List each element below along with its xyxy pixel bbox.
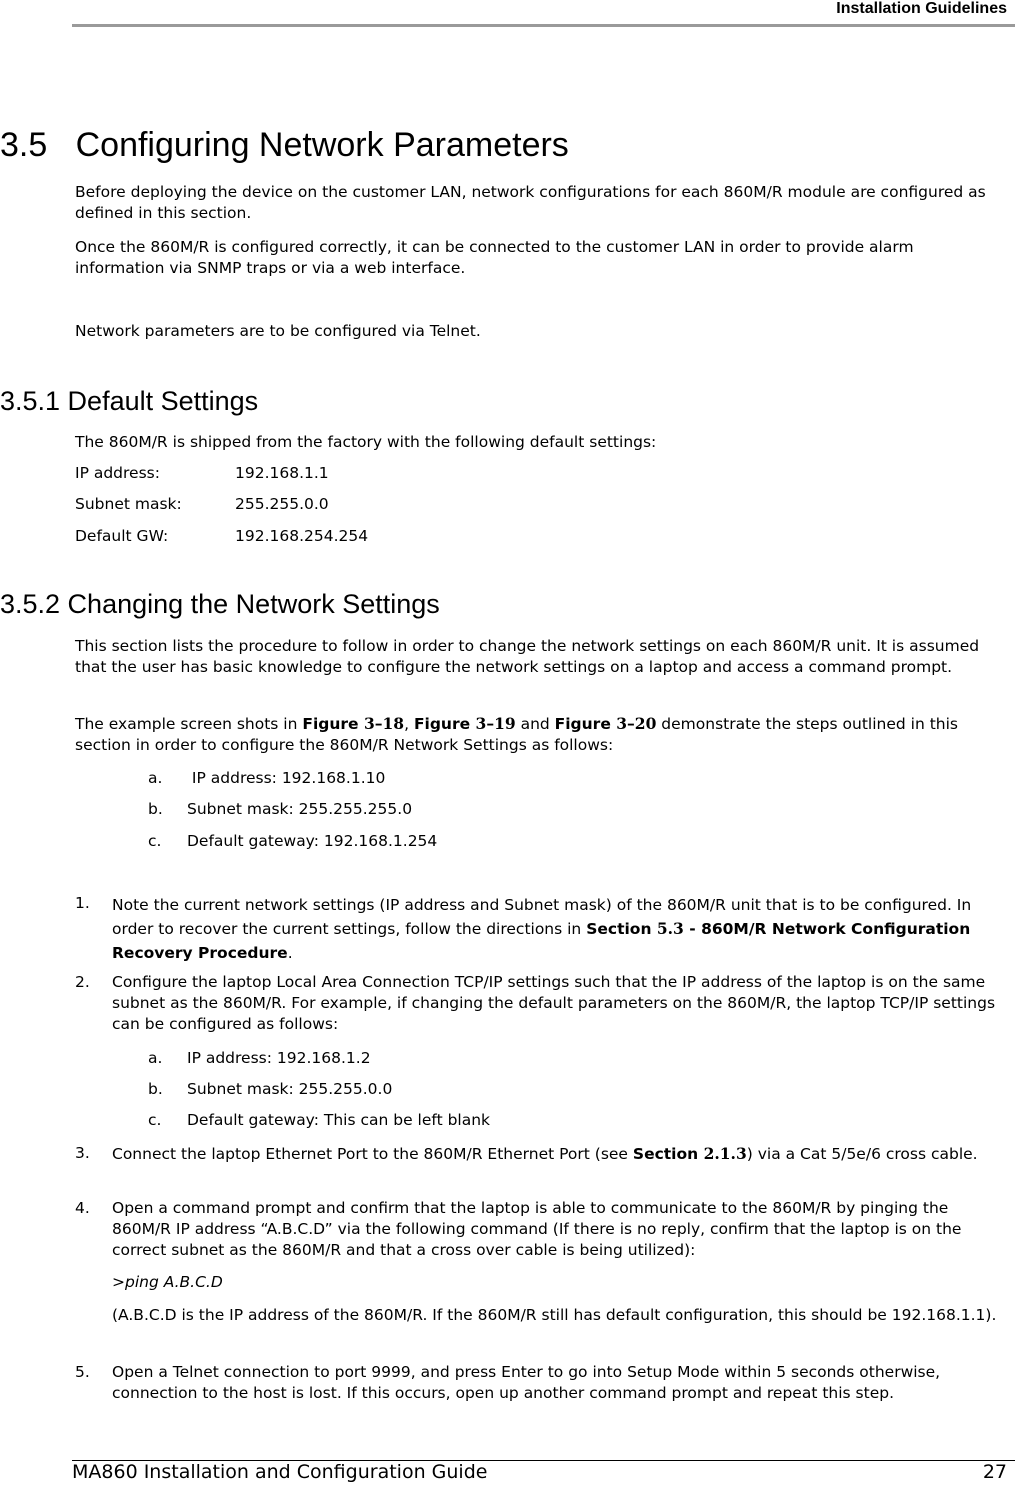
figure-ref-3-19[interactable]: 3–19 (475, 714, 516, 733)
list-item: a. IP address: 192.168.1.2 (148, 1049, 371, 1067)
list-item: b. Subnet mask: 255.255.0.0 (148, 1080, 393, 1098)
default-gw-row (75, 526, 368, 547)
section-ref-2-1-3[interactable]: Section 2.1.3 (632, 1144, 747, 1163)
ping-command: >ping A.B.C.D (112, 1273, 223, 1291)
section-paragraph-1: Before deploying the device on the customer LAN, network configurations for each 860M/R module are configured as defined in this section. (75, 183, 986, 222)
ping-note: (A.B.C.D is the IP address of the 860M/R. If the 860M/R still has default configuration, this should be 192.168.1.1). (112, 1306, 997, 1324)
step-5: 5. Open a Telnet connection to port 9999, and press Enter to go into Setup Mode within 5 seconds otherwise, connection to the host is lost. If this occurs, open up another command prompt and repeat this step. (75, 1363, 941, 1402)
default-gw-label: Default GW: (75, 527, 169, 545)
page-number: 27 (982, 1461, 1007, 1483)
step-4: 4. Open a command prompt and confirm that the laptop is able to communicate to the 860M/R by pinging the 860M/R IP address “A.B.C.D” via the following command (If there is no reply, confirm that the laptop is on the correct subnet as the 860M/R and that a cross over cable is being utilized): (75, 1199, 962, 1259)
list-item: c. Default gateway: 192.168.1.254 (148, 832, 438, 850)
default-ip-row (75, 463, 329, 484)
section-heading: 3.5 Configuring Network Parameters (0, 126, 569, 164)
figure-ref-3-20[interactable]: 3–20 (616, 714, 657, 733)
figure-ref-3-18[interactable]: 3–18 (363, 714, 405, 733)
default-subnet-label: Subnet mask: (75, 495, 182, 513)
changing-paragraph-1: This section lists the procedure to follow in order to change the network settings on each 860M/R unit. It is assumed that the user has basic knowledge to configure the network settings on a laptop and access a command prompt. (75, 637, 980, 676)
header-rule (72, 24, 1015, 27)
default-subnet-row (75, 494, 329, 515)
section-paragraph-3: Network parameters are to be configured via Telnet. (75, 322, 481, 340)
default-settings-intro: The 860M/R is shipped from the factory with the following default settings: (75, 433, 657, 451)
step-1: 1. Note the current network settings (IP address and Subnet mask) of the 860M/R unit that is to be configured. In order to recover the current settings, follow the directions in Section 5.3 - 860M/R Network Configuration Recovery Procedure. (75, 894, 972, 962)
default-subnet-value: 255.255.0.0 (235, 495, 329, 513)
changing-settings-heading: 3.5.2 Changing the Network Settings (0, 589, 440, 619)
section-paragraph-2: Once the 860M/R is configured correctly, it can be connected to the customer LAN in order to provide alarm information via SNMP traps or via a web interface. (75, 238, 914, 277)
default-ip-label: IP address: (75, 464, 160, 482)
list-item: a. IP address: 192.168.1.10 (148, 769, 386, 787)
changing-paragraph-2: The example screen shots in Figure 3–18, Figure 3–19 and Figure 3–20 demonstrate the steps outlined in this section in order to configure the 860M/R Network Settings as follows: (75, 714, 958, 754)
step-2: 2. Configure the laptop Local Area Connection TCP/IP settings such that the IP address of the laptop is on the same subnet as the 860M/R. For example, if changing the default parameters on the 860M/R, the laptop TCP/IP settings can be configured as follows: (75, 973, 996, 1033)
default-gw-value: 192.168.254.254 (235, 527, 369, 545)
default-ip-value: 192.168.1.1 (235, 464, 329, 482)
default-settings-heading: 3.5.1 Default Settings (0, 386, 259, 416)
section-ref-5-3[interactable]: Section 5.3 - 860M/R Network Configuration Recovery Procedure (112, 919, 971, 962)
step-3: 3. Connect the laptop Ethernet Port to the 860M/R Ethernet Port (see Section 2.1.3) via a Cat 5/5e/6 cross cable. (75, 1144, 978, 1163)
list-item: c. Default gateway: This can be left blank (148, 1111, 491, 1129)
running-header-title: Installation Guidelines (836, 0, 1007, 17)
footer-document-title: MA860 Installation and Configuration Guide (72, 1461, 488, 1483)
list-item: b. Subnet mask: 255.255.255.0 (148, 800, 413, 818)
